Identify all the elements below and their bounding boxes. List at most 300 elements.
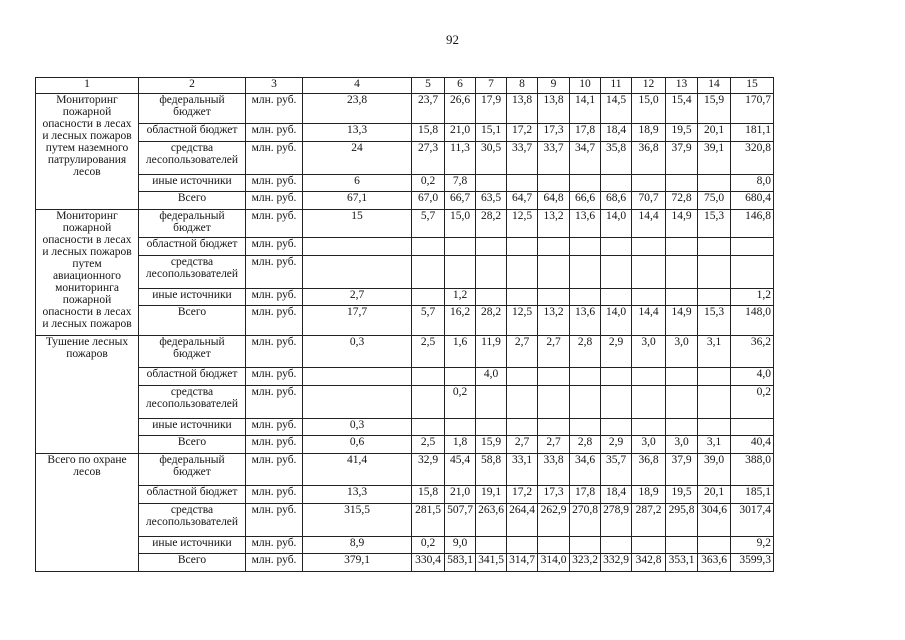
value-cell: 14,0 xyxy=(601,306,632,336)
value-cell: 35,7 xyxy=(601,454,632,486)
value-cell: 32,9 xyxy=(412,454,445,486)
value-cell: 3,0 xyxy=(666,336,698,368)
value-cell xyxy=(666,256,698,289)
value-cell xyxy=(666,175,698,192)
value-cell: 9,2 xyxy=(731,537,774,554)
value-cell: 18,9 xyxy=(632,486,666,504)
value-cell: 0,3 xyxy=(303,336,412,368)
value-cell xyxy=(538,419,570,436)
value-cell: 64,8 xyxy=(538,192,570,210)
value-cell: 12,5 xyxy=(507,210,538,238)
value-cell: 17,8 xyxy=(570,124,601,142)
funding-source: иные источники xyxy=(139,537,246,554)
column-header: 8 xyxy=(507,78,538,94)
value-cell: 262,9 xyxy=(538,504,570,537)
value-cell: 583,1 xyxy=(445,554,476,572)
column-header: 9 xyxy=(538,78,570,94)
value-cell: 12,5 xyxy=(507,306,538,336)
value-cell xyxy=(412,419,445,436)
value-cell: 17,8 xyxy=(570,486,601,504)
value-cell xyxy=(445,368,476,386)
value-cell: 11,3 xyxy=(445,142,476,175)
column-header: 5 xyxy=(412,78,445,94)
value-cell xyxy=(507,238,538,256)
value-cell xyxy=(632,289,666,306)
value-cell: 18,9 xyxy=(632,124,666,142)
value-cell: 3017,4 xyxy=(731,504,774,537)
value-cell: 314,0 xyxy=(538,554,570,572)
table-row xyxy=(36,192,774,210)
value-cell xyxy=(507,537,538,554)
value-cell: 19,5 xyxy=(666,486,698,504)
value-cell: 2,8 xyxy=(570,336,601,368)
value-cell: 332,9 xyxy=(601,554,632,572)
funding-source: Всего xyxy=(139,306,246,336)
value-cell: 15,3 xyxy=(698,210,731,238)
value-cell: 13,8 xyxy=(507,94,538,124)
column-header: 14 xyxy=(698,78,731,94)
value-cell xyxy=(666,289,698,306)
value-cell: 15,3 xyxy=(698,306,731,336)
value-cell: 27,3 xyxy=(412,142,445,175)
value-cell: 2,5 xyxy=(412,336,445,368)
value-cell: 6 xyxy=(303,175,412,192)
value-cell: 40,4 xyxy=(731,436,774,454)
value-cell: 14,9 xyxy=(666,306,698,336)
funding-source: средства лесопользователей xyxy=(139,142,246,175)
value-cell: 281,5 xyxy=(412,504,445,537)
value-cell: 304,6 xyxy=(698,504,731,537)
funding-source: областной бюджет xyxy=(139,486,246,504)
activity-name: Тушение лесных пожаров xyxy=(36,336,139,454)
value-cell: 66,6 xyxy=(570,192,601,210)
value-cell: 13,8 xyxy=(538,94,570,124)
funding-source: федеральный бюджет xyxy=(139,94,246,124)
value-cell: 35,8 xyxy=(601,142,632,175)
table-row xyxy=(36,238,774,256)
unit: млн. руб. xyxy=(246,192,303,210)
value-cell: 15 xyxy=(303,210,412,238)
table-row xyxy=(36,124,774,142)
value-cell: 13,2 xyxy=(538,210,570,238)
value-cell: 37,9 xyxy=(666,142,698,175)
value-cell: 3,1 xyxy=(698,336,731,368)
page-number: 92 xyxy=(446,32,459,47)
value-cell xyxy=(666,419,698,436)
funding-source: областной бюджет xyxy=(139,368,246,386)
value-cell xyxy=(570,256,601,289)
value-cell: 15,0 xyxy=(445,210,476,238)
value-cell: 41,4 xyxy=(303,454,412,486)
value-cell: 33,7 xyxy=(538,142,570,175)
value-cell: 5,7 xyxy=(412,306,445,336)
column-header: 15 xyxy=(731,78,774,94)
value-cell: 680,4 xyxy=(731,192,774,210)
column-header: 7 xyxy=(476,78,507,94)
table-row xyxy=(36,386,774,419)
table-row xyxy=(36,504,774,537)
financing-table xyxy=(35,77,774,572)
funding-source: иные источники xyxy=(139,175,246,192)
funding-source: Всего xyxy=(139,192,246,210)
funding-source: федеральный бюджет xyxy=(139,336,246,368)
value-cell: 17,3 xyxy=(538,124,570,142)
value-cell xyxy=(632,419,666,436)
value-cell: 13,3 xyxy=(303,124,412,142)
value-cell: 9,0 xyxy=(445,537,476,554)
value-cell xyxy=(570,238,601,256)
value-cell: 17,3 xyxy=(538,486,570,504)
value-cell: 7,8 xyxy=(445,175,476,192)
value-cell xyxy=(632,175,666,192)
value-cell xyxy=(731,256,774,289)
value-cell: 17,9 xyxy=(476,94,507,124)
column-header: 3 xyxy=(246,78,303,94)
value-cell: 0,6 xyxy=(303,436,412,454)
value-cell: 330,4 xyxy=(412,554,445,572)
unit: млн. руб. xyxy=(246,504,303,537)
value-cell: 3,0 xyxy=(632,436,666,454)
unit: млн. руб. xyxy=(246,454,303,486)
value-cell: 15,8 xyxy=(412,486,445,504)
value-cell: 4,0 xyxy=(731,368,774,386)
value-cell xyxy=(601,175,632,192)
value-cell xyxy=(476,289,507,306)
column-header: 11 xyxy=(601,78,632,94)
value-cell: 146,8 xyxy=(731,210,774,238)
value-cell xyxy=(538,368,570,386)
table-row xyxy=(36,419,774,436)
funding-source: средства лесопользователей xyxy=(139,504,246,537)
value-cell: 14,9 xyxy=(666,210,698,238)
value-cell: 3599,3 xyxy=(731,554,774,572)
value-cell xyxy=(698,256,731,289)
value-cell: 36,8 xyxy=(632,454,666,486)
funding-source: областной бюджет xyxy=(139,238,246,256)
value-cell xyxy=(445,419,476,436)
value-cell: 67,0 xyxy=(412,192,445,210)
value-cell: 70,7 xyxy=(632,192,666,210)
table-row xyxy=(36,537,774,554)
value-cell: 263,6 xyxy=(476,504,507,537)
value-cell: 363,6 xyxy=(698,554,731,572)
value-cell: 33,8 xyxy=(538,454,570,486)
table-row xyxy=(36,436,774,454)
value-cell: 15,1 xyxy=(476,124,507,142)
column-header: 13 xyxy=(666,78,698,94)
unit: млн. руб. xyxy=(246,94,303,124)
funding-source: иные источники xyxy=(139,419,246,436)
value-cell: 39,0 xyxy=(698,454,731,486)
value-cell xyxy=(731,419,774,436)
value-cell xyxy=(632,537,666,554)
unit: млн. руб. xyxy=(246,124,303,142)
value-cell: 1,8 xyxy=(445,436,476,454)
value-cell: 75,0 xyxy=(698,192,731,210)
value-cell: 67,1 xyxy=(303,192,412,210)
funding-source: Всего xyxy=(139,554,246,572)
value-cell xyxy=(538,386,570,419)
value-cell: 28,2 xyxy=(476,306,507,336)
value-cell: 3,0 xyxy=(666,436,698,454)
value-cell: 13,3 xyxy=(303,486,412,504)
value-cell xyxy=(601,289,632,306)
value-cell: 15,8 xyxy=(412,124,445,142)
unit: млн. руб. xyxy=(246,238,303,256)
value-cell xyxy=(538,289,570,306)
value-cell: 8,0 xyxy=(731,175,774,192)
value-cell xyxy=(303,386,412,419)
value-cell: 20,1 xyxy=(698,486,731,504)
value-cell: 14,5 xyxy=(601,94,632,124)
value-cell: 45,4 xyxy=(445,454,476,486)
value-cell: 23,7 xyxy=(412,94,445,124)
value-cell: 323,2 xyxy=(570,554,601,572)
column-header: 6 xyxy=(445,78,476,94)
column-header: 1 xyxy=(36,78,139,94)
value-cell: 21,0 xyxy=(445,486,476,504)
value-cell: 13,2 xyxy=(538,306,570,336)
value-cell xyxy=(666,238,698,256)
value-cell: 2,8 xyxy=(570,436,601,454)
value-cell: 19,1 xyxy=(476,486,507,504)
activity-name: Мониторинг пожарной опасности в лесах и лесных пожаров путем авиационного мониторинга пожарной опасности в лесах и лесных пожаров xyxy=(36,210,139,336)
value-cell: 0,2 xyxy=(445,386,476,419)
unit: млн. руб. xyxy=(246,306,303,336)
unit: млн. руб. xyxy=(246,210,303,238)
value-cell: 1,2 xyxy=(445,289,476,306)
value-cell xyxy=(632,238,666,256)
value-cell xyxy=(538,238,570,256)
value-cell: 68,6 xyxy=(601,192,632,210)
value-cell: 15,0 xyxy=(632,94,666,124)
table-row xyxy=(36,368,774,386)
value-cell: 11,9 xyxy=(476,336,507,368)
table-row xyxy=(36,94,774,124)
value-cell xyxy=(412,238,445,256)
value-cell: 36,2 xyxy=(731,336,774,368)
value-cell xyxy=(445,256,476,289)
value-cell: 507,7 xyxy=(445,504,476,537)
value-cell xyxy=(303,368,412,386)
value-cell: 342,8 xyxy=(632,554,666,572)
value-cell: 15,9 xyxy=(698,94,731,124)
value-cell xyxy=(507,386,538,419)
table-row xyxy=(36,142,774,175)
value-cell xyxy=(698,386,731,419)
funding-source: иные источники xyxy=(139,289,246,306)
value-cell xyxy=(601,368,632,386)
table-row xyxy=(36,175,774,192)
value-cell xyxy=(538,537,570,554)
value-cell: 15,4 xyxy=(666,94,698,124)
table-row xyxy=(36,554,774,572)
unit: млн. руб. xyxy=(246,289,303,306)
table-row xyxy=(36,454,774,486)
value-cell xyxy=(731,238,774,256)
value-cell: 28,2 xyxy=(476,210,507,238)
value-cell: 18,4 xyxy=(601,124,632,142)
value-cell: 19,5 xyxy=(666,124,698,142)
value-cell: 36,8 xyxy=(632,142,666,175)
value-cell: 23,8 xyxy=(303,94,412,124)
value-cell: 0,3 xyxy=(303,419,412,436)
value-cell: 33,7 xyxy=(507,142,538,175)
column-header: 10 xyxy=(570,78,601,94)
value-cell: 2,7 xyxy=(507,336,538,368)
value-cell xyxy=(570,386,601,419)
value-cell: 14,0 xyxy=(601,210,632,238)
value-cell xyxy=(476,419,507,436)
value-cell xyxy=(698,368,731,386)
value-cell: 0,2 xyxy=(731,386,774,419)
value-cell: 287,2 xyxy=(632,504,666,537)
value-cell xyxy=(570,419,601,436)
value-cell: 2,7 xyxy=(303,289,412,306)
value-cell: 1,6 xyxy=(445,336,476,368)
value-cell xyxy=(507,256,538,289)
value-cell: 2,7 xyxy=(538,336,570,368)
value-cell: 14,4 xyxy=(632,210,666,238)
unit: млн. руб. xyxy=(246,436,303,454)
value-cell: 185,1 xyxy=(731,486,774,504)
unit: млн. руб. xyxy=(246,368,303,386)
value-cell: 2,9 xyxy=(601,436,632,454)
column-header: 12 xyxy=(632,78,666,94)
value-cell: 3,1 xyxy=(698,436,731,454)
value-cell xyxy=(632,368,666,386)
value-cell: 21,0 xyxy=(445,124,476,142)
value-cell: 72,8 xyxy=(666,192,698,210)
value-cell: 26,6 xyxy=(445,94,476,124)
header-row xyxy=(36,78,774,94)
value-cell: 3,0 xyxy=(632,336,666,368)
unit: млн. руб. xyxy=(246,419,303,436)
unit: млн. руб. xyxy=(246,386,303,419)
value-cell xyxy=(570,175,601,192)
activity-name: Всего по охране лесов xyxy=(36,454,139,572)
value-cell xyxy=(507,175,538,192)
funding-source: Всего xyxy=(139,436,246,454)
value-cell xyxy=(698,238,731,256)
value-cell: 14,1 xyxy=(570,94,601,124)
value-cell: 0,2 xyxy=(412,175,445,192)
value-cell: 264,4 xyxy=(507,504,538,537)
table-row xyxy=(36,289,774,306)
value-cell: 270,8 xyxy=(570,504,601,537)
value-cell: 1,2 xyxy=(731,289,774,306)
value-cell xyxy=(445,238,476,256)
value-cell xyxy=(570,368,601,386)
value-cell xyxy=(507,289,538,306)
value-cell xyxy=(666,368,698,386)
value-cell xyxy=(476,537,507,554)
value-cell: 5,7 xyxy=(412,210,445,238)
table-row xyxy=(36,336,774,368)
value-cell: 16,2 xyxy=(445,306,476,336)
activity-name: Мониторинг пожарной опасности в лесах и лесных пожаров путем наземного патрулирования лесов xyxy=(36,94,139,210)
value-cell: 17,7 xyxy=(303,306,412,336)
value-cell: 18,4 xyxy=(601,486,632,504)
column-header: 4 xyxy=(303,78,412,94)
value-cell: 14,4 xyxy=(632,306,666,336)
value-cell: 34,6 xyxy=(570,454,601,486)
value-cell: 8,9 xyxy=(303,537,412,554)
funding-source: федеральный бюджет xyxy=(139,210,246,238)
value-cell xyxy=(570,537,601,554)
value-cell: 17,2 xyxy=(507,486,538,504)
unit: млн. руб. xyxy=(246,142,303,175)
value-cell xyxy=(698,289,731,306)
value-cell xyxy=(476,238,507,256)
value-cell: 39,1 xyxy=(698,142,731,175)
value-cell: 63,5 xyxy=(476,192,507,210)
value-cell: 315,5 xyxy=(303,504,412,537)
value-cell: 341,5 xyxy=(476,554,507,572)
value-cell: 2,5 xyxy=(412,436,445,454)
value-cell xyxy=(666,386,698,419)
value-cell xyxy=(412,256,445,289)
value-cell: 170,7 xyxy=(731,94,774,124)
unit: млн. руб. xyxy=(246,554,303,572)
unit: млн. руб. xyxy=(246,537,303,554)
value-cell xyxy=(476,175,507,192)
table-row xyxy=(36,210,774,238)
value-cell xyxy=(698,419,731,436)
value-cell xyxy=(632,386,666,419)
value-cell: 66,7 xyxy=(445,192,476,210)
value-cell: 13,6 xyxy=(570,306,601,336)
value-cell xyxy=(601,238,632,256)
value-cell: 278,9 xyxy=(601,504,632,537)
value-cell xyxy=(476,386,507,419)
funding-source: областной бюджет xyxy=(139,124,246,142)
value-cell xyxy=(601,419,632,436)
value-cell xyxy=(303,256,412,289)
value-cell: 388,0 xyxy=(731,454,774,486)
value-cell: 58,8 xyxy=(476,454,507,486)
value-cell: 148,0 xyxy=(731,306,774,336)
value-cell xyxy=(507,368,538,386)
value-cell xyxy=(666,537,698,554)
value-cell xyxy=(570,289,601,306)
value-cell xyxy=(412,289,445,306)
value-cell xyxy=(601,537,632,554)
value-cell: 20,1 xyxy=(698,124,731,142)
value-cell: 0,2 xyxy=(412,537,445,554)
value-cell: 13,6 xyxy=(570,210,601,238)
value-cell: 17,2 xyxy=(507,124,538,142)
value-cell xyxy=(538,256,570,289)
funding-source: средства лесопользователей xyxy=(139,386,246,419)
column-header: 2 xyxy=(139,78,246,94)
value-cell: 320,8 xyxy=(731,142,774,175)
value-cell: 181,1 xyxy=(731,124,774,142)
value-cell xyxy=(601,256,632,289)
value-cell: 34,7 xyxy=(570,142,601,175)
value-cell: 15,9 xyxy=(476,436,507,454)
value-cell: 64,7 xyxy=(507,192,538,210)
value-cell xyxy=(698,175,731,192)
value-cell: 33,1 xyxy=(507,454,538,486)
value-cell: 2,9 xyxy=(601,336,632,368)
value-cell: 37,9 xyxy=(666,454,698,486)
unit: млн. руб. xyxy=(246,486,303,504)
table-row xyxy=(36,256,774,289)
value-cell: 379,1 xyxy=(303,554,412,572)
value-cell xyxy=(698,537,731,554)
value-cell xyxy=(476,256,507,289)
